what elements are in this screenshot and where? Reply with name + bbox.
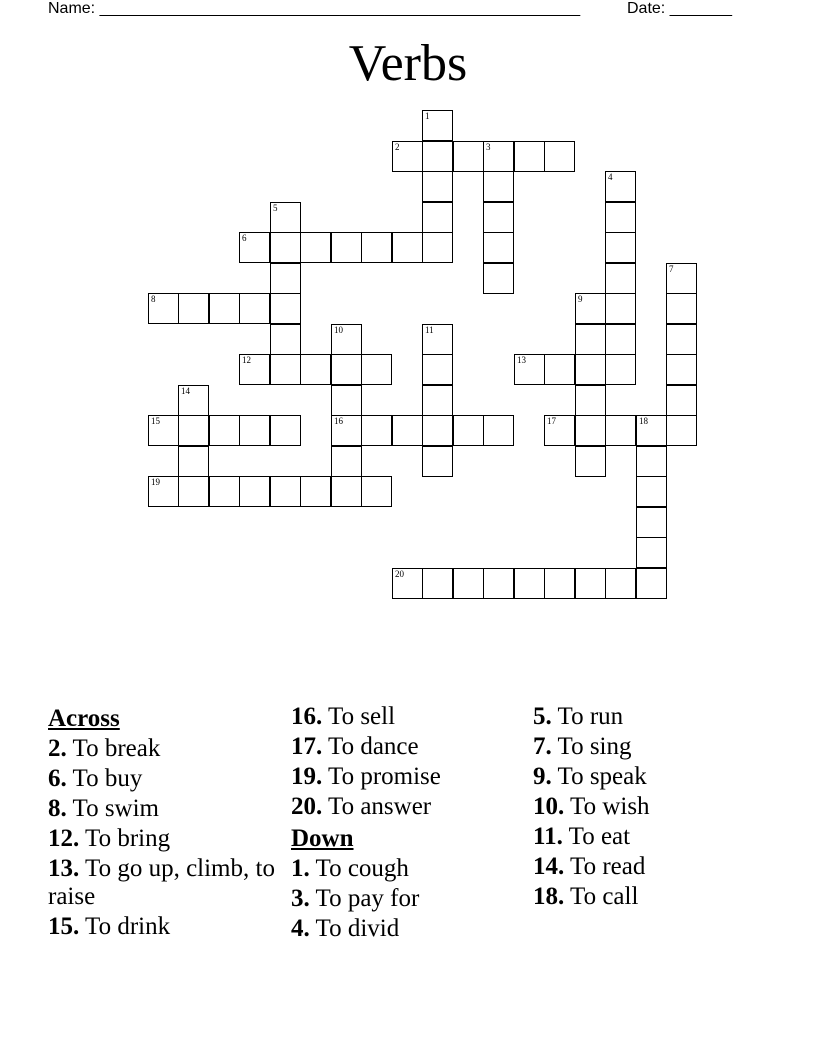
- grid-cell[interactable]: [636, 446, 667, 477]
- grid-cell[interactable]: [636, 476, 667, 507]
- grid-cell[interactable]: [331, 476, 362, 507]
- grid-cell[interactable]: [636, 507, 667, 538]
- clue-item: [291, 885, 531, 913]
- grid-cell[interactable]: [575, 385, 606, 416]
- clue-item-text: To swim: [66, 795, 159, 822]
- grid-cell[interactable]: [422, 232, 453, 263]
- grid-cell[interactable]: [422, 202, 453, 233]
- grid-cell[interactable]: [270, 476, 301, 507]
- grid-cell[interactable]: [178, 476, 209, 507]
- clue-item-text: To break: [66, 735, 161, 762]
- grid-cell[interactable]: [575, 568, 606, 599]
- clue-item: [291, 763, 531, 791]
- clue-item-text: To cough: [309, 855, 409, 882]
- clue-item: [533, 823, 773, 851]
- clue-item: [48, 795, 288, 823]
- grid-cell[interactable]: [483, 415, 514, 446]
- grid-cell[interactable]: [239, 415, 270, 446]
- grid-cell[interactable]: [422, 568, 453, 599]
- clue-item-number: 4.: [291, 915, 310, 942]
- grid-cell[interactable]: [239, 293, 270, 324]
- clue-item-number: 5.: [533, 703, 552, 730]
- clue-item: [533, 733, 773, 761]
- grid-cell[interactable]: [361, 354, 392, 385]
- grid-cell[interactable]: [270, 263, 301, 294]
- clue-number: 4: [608, 172, 613, 182]
- clue-number: 3: [486, 142, 491, 152]
- grid-cell[interactable]: [636, 537, 667, 568]
- grid-cell[interactable]: [331, 232, 362, 263]
- grid-cell[interactable]: [300, 232, 331, 263]
- clue-number: 19: [151, 477, 160, 487]
- grid-cell[interactable]: [666, 354, 697, 385]
- grid-cell[interactable]: [178, 385, 209, 416]
- grid-cell[interactable]: [422, 110, 453, 141]
- grid-cell[interactable]: [422, 141, 453, 172]
- date-field[interactable]: Date: _______: [627, 0, 732, 17]
- grid-cell[interactable]: [483, 263, 514, 294]
- grid-cell[interactable]: [361, 476, 392, 507]
- clue-item: [533, 883, 773, 911]
- grid-cell[interactable]: [605, 354, 636, 385]
- clue-number: 1: [425, 111, 430, 121]
- clue-item-number: 8.: [48, 795, 67, 822]
- name-field[interactable]: Name: ______________________________________________________: [48, 0, 581, 17]
- clue-number: 13: [517, 355, 526, 365]
- grid-cell[interactable]: [483, 568, 514, 599]
- clue-item: [533, 853, 773, 881]
- clue-item-text: To drink: [79, 913, 171, 940]
- clue-number: 5: [273, 203, 278, 213]
- clue-item: [48, 825, 288, 853]
- grid-cell[interactable]: [514, 568, 545, 599]
- clue-item: [48, 765, 288, 793]
- clue-item-text: To sing: [551, 733, 632, 760]
- grid-cell[interactable]: [605, 232, 636, 263]
- section-heading: Across: [48, 705, 120, 732]
- grid-cell[interactable]: [544, 415, 575, 446]
- grid-cell[interactable]: [392, 232, 423, 263]
- clue-number: 15: [151, 416, 160, 426]
- grid-cell[interactable]: [544, 354, 575, 385]
- clue-item-number: 19.: [291, 763, 323, 790]
- grid-cell[interactable]: [605, 415, 636, 446]
- grid-cell[interactable]: [483, 202, 514, 233]
- grid-cell[interactable]: [575, 354, 606, 385]
- clue-number: 10: [334, 325, 343, 335]
- clue-item-number: 7.: [533, 733, 552, 760]
- clue-number: 8: [151, 294, 156, 304]
- clue-number: 16: [334, 416, 343, 426]
- clue-item-number: 2.: [48, 735, 67, 762]
- grid-cell[interactable]: [636, 568, 667, 599]
- grid-cell[interactable]: [331, 385, 362, 416]
- grid-cell[interactable]: [483, 171, 514, 202]
- grid-cell[interactable]: [666, 415, 697, 446]
- grid-cell[interactable]: [422, 354, 453, 385]
- clue-item-text: To read: [564, 853, 646, 880]
- grid-cell[interactable]: [209, 415, 240, 446]
- clue-item-number: 16.: [291, 703, 323, 730]
- clue-number: 20: [395, 569, 404, 579]
- grid-cell[interactable]: [453, 141, 484, 172]
- grid-cell[interactable]: [178, 446, 209, 477]
- clue-item: [533, 703, 773, 731]
- clue-item-number: 3.: [291, 885, 310, 912]
- grid-cell[interactable]: [666, 293, 697, 324]
- clue-item-number: 18.: [533, 883, 565, 910]
- grid-cell[interactable]: [575, 446, 606, 477]
- clue-item-number: 15.: [48, 913, 80, 940]
- grid-cell[interactable]: [361, 415, 392, 446]
- grid-cell[interactable]: [331, 446, 362, 477]
- grid-cell[interactable]: [514, 354, 545, 385]
- grid-cell[interactable]: [300, 476, 331, 507]
- grid-cell[interactable]: [605, 171, 636, 202]
- grid-cell[interactable]: [605, 263, 636, 294]
- grid-cell[interactable]: [331, 415, 362, 446]
- clue-item-text: To answer: [322, 793, 432, 820]
- grid-cell[interactable]: [270, 202, 301, 233]
- clue-number: 12: [242, 355, 251, 365]
- grid-cell[interactable]: [605, 202, 636, 233]
- section-heading: Down: [291, 825, 354, 852]
- clue-number: 9: [578, 294, 583, 304]
- grid-cell[interactable]: [575, 293, 606, 324]
- clue-item-text: To speak: [551, 763, 647, 790]
- clue-number: 7: [669, 264, 674, 274]
- clue-item-text: To sell: [322, 703, 396, 730]
- grid-cell[interactable]: [453, 415, 484, 446]
- grid-cell[interactable]: [148, 476, 179, 507]
- grid-cell[interactable]: [361, 232, 392, 263]
- clue-item-text: To call: [564, 883, 639, 910]
- clue-item-text: To promise: [322, 763, 441, 790]
- clue-number: 18: [639, 416, 648, 426]
- clue-item: [291, 793, 531, 821]
- clue-number: 11: [425, 325, 434, 335]
- grid-cell[interactable]: [270, 232, 301, 263]
- clue-item-text: To run: [551, 703, 624, 730]
- clue-item-number: 13.: [48, 855, 80, 882]
- grid-cell[interactable]: [209, 476, 240, 507]
- grid-cell[interactable]: [666, 263, 697, 294]
- grid-cell[interactable]: [270, 354, 301, 385]
- grid-cell[interactable]: [666, 385, 697, 416]
- grid-cell[interactable]: [178, 293, 209, 324]
- clue-item-number: 20.: [291, 793, 323, 820]
- grid-cell[interactable]: [636, 415, 667, 446]
- clue-number: 14: [181, 386, 190, 396]
- grid-cell[interactable]: [422, 385, 453, 416]
- clue-item-number: 1.: [291, 855, 310, 882]
- grid-cell[interactable]: [178, 415, 209, 446]
- grid-cell[interactable]: [605, 568, 636, 599]
- clue-item-number: 14.: [533, 853, 565, 880]
- grid-cell[interactable]: [483, 141, 514, 172]
- grid-cell[interactable]: [544, 568, 575, 599]
- clue-item-text: To pay for: [309, 885, 420, 912]
- grid-cell[interactable]: [270, 293, 301, 324]
- grid-cell[interactable]: [575, 415, 606, 446]
- clue-item-text: To eat: [562, 823, 631, 850]
- clue-item-number: 12.: [48, 825, 80, 852]
- clue-item-number: 10.: [533, 793, 565, 820]
- clue-item: [48, 855, 288, 911]
- grid-cell[interactable]: [270, 415, 301, 446]
- clue-item-text: To divid: [309, 915, 400, 942]
- grid-cell[interactable]: [392, 141, 423, 172]
- clue-column-2: [291, 703, 531, 945]
- clue-item: [291, 915, 531, 943]
- clue-number: 17: [547, 416, 556, 426]
- grid-cell[interactable]: [148, 293, 179, 324]
- grid-cell[interactable]: [422, 171, 453, 202]
- clue-number: 6: [242, 233, 247, 243]
- clue-item-text: To wish: [564, 793, 650, 820]
- page-title: Verbs: [348, 35, 468, 92]
- clue-item: [291, 733, 531, 761]
- clue-item: [533, 793, 773, 821]
- grid-cell[interactable]: [392, 568, 423, 599]
- grid-cell[interactable]: [422, 324, 453, 355]
- grid-cell[interactable]: [544, 141, 575, 172]
- grid-cell[interactable]: [209, 293, 240, 324]
- grid-cell[interactable]: [392, 415, 423, 446]
- grid-cell[interactable]: [422, 415, 453, 446]
- clue-item-text: To bring: [79, 825, 171, 852]
- clue-item: [48, 735, 288, 763]
- grid-cell[interactable]: [270, 324, 301, 355]
- grid-cell[interactable]: [575, 324, 606, 355]
- clue-item-number: 11.: [533, 823, 563, 850]
- clue-item: [48, 913, 288, 941]
- grid-cell[interactable]: [666, 324, 697, 355]
- clue-column-1: [48, 703, 288, 943]
- clue-item-text: To go up, climb, to raise: [48, 855, 275, 910]
- clue-item-number: 17.: [291, 733, 323, 760]
- grid-cell[interactable]: [422, 446, 453, 477]
- clue-number: 2: [395, 142, 400, 152]
- grid-cell[interactable]: [331, 324, 362, 355]
- grid-cell[interactable]: [239, 476, 270, 507]
- grid-cell[interactable]: [331, 354, 362, 385]
- clue-column-3: [533, 703, 773, 913]
- grid-cell[interactable]: [605, 293, 636, 324]
- clue-item-number: 6.: [48, 765, 67, 792]
- grid-cell[interactable]: [453, 568, 484, 599]
- grid-cell[interactable]: [148, 415, 179, 446]
- grid-cell[interactable]: [483, 232, 514, 263]
- grid-cell[interactable]: [605, 324, 636, 355]
- grid-cell[interactable]: [239, 354, 270, 385]
- clue-item: [533, 763, 773, 791]
- grid-cell[interactable]: [300, 354, 331, 385]
- clue-item: [291, 703, 531, 731]
- grid-cell[interactable]: [239, 232, 270, 263]
- clue-item-text: To buy: [66, 765, 143, 792]
- grid-cell[interactable]: [514, 141, 545, 172]
- clue-item: [291, 855, 531, 883]
- clue-item-text: To dance: [322, 733, 419, 760]
- clue-item-number: 9.: [533, 763, 552, 790]
